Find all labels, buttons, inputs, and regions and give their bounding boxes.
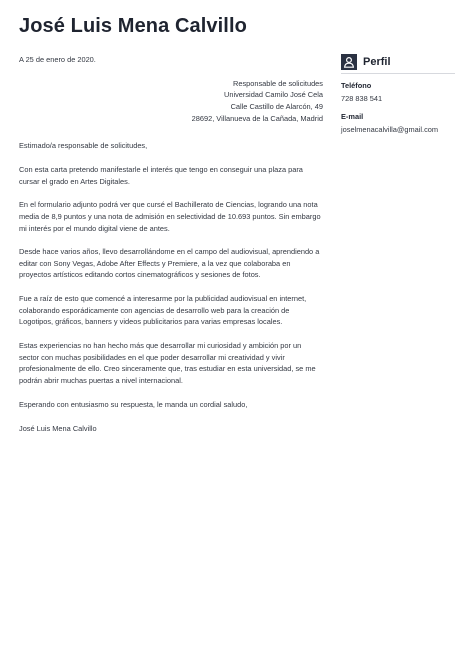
letter-body — [19, 54, 323, 446]
paragraph: En el formulario adjunto podrá ver que cursé el Bachillerato de Ciencias, logrando una nota media de 8,9 puntos y una nota de admisión en selectividad de 10.693 puntos. Sin embargo mi interés por el mundo digital viene de antes. — [19, 200, 321, 233]
candidate-name: José Luis Mena Calvillo — [19, 15, 247, 37]
email-label: E-mail — [341, 112, 364, 121]
greeting: Estimado/a responsable de solicitudes, — [19, 141, 148, 151]
closing: Esperando con entusiasmo su respuesta, le manda un cordial saludo, — [19, 399, 248, 409]
recipient-line: Calle Castillo de Alarcón, 49 — [230, 101, 323, 111]
profile-sidebar — [341, 54, 455, 143]
recipient-line: 28692, Villanueva de la Cañada, Madrid — [191, 113, 323, 123]
letter-date: A 25 de enero de 2020. — [19, 55, 96, 64]
phone-value: 728 838 541 — [341, 94, 383, 103]
paragraph: Fue a raíz de esto que comencé a interesarme por la publicidad audiovisual en internet, colaborando esporádicamente con agencias de desarrollo web para la creación de Logotipos, gráficos, banners y videos publicitarios para varias empresas locales. — [19, 294, 307, 327]
paragraph: Desde hace varios años, llevo desarrollándome en el campo del audiovisual, aprendiendo a editar con Sony Vegas, Adobe After Effects y Premiere, a la vez que colaboraba en proyectos artísticos editando cortos cinematográficos y sesiones de fotos. — [19, 247, 320, 280]
paragraph: Estas experiencias no han hecho más que desarrollar mi curiosidad y ambición por un sector con muchas posibilidades en el que poder desarrollar mi creatividad y vivir profesionalmente de ello. Creo sinceramente que, tras estudiar en esta universidad, se me podrán abrir muchas puertas a nivel internacional. — [19, 341, 316, 385]
recipient-line: Universidad Camilo José Cela — [224, 90, 323, 100]
email-value[interactable]: joselmenacalvilla@gmail.com — [341, 125, 439, 134]
paragraph: Con esta carta pretendo manifestarle el interés que tengo en conseguir una plaza para cursar el grado en Artes Digitales. — [19, 164, 303, 186]
recipient-block — [19, 78, 323, 124]
signature: José Luis Mena Calvillo — [19, 423, 97, 433]
user-icon — [341, 54, 357, 70]
profile-title: Perfil — [363, 56, 391, 68]
recipient-line: Responsable de solicitudes — [233, 78, 323, 88]
profile-header — [341, 54, 455, 74]
phone-label: Teléfono — [341, 81, 372, 90]
